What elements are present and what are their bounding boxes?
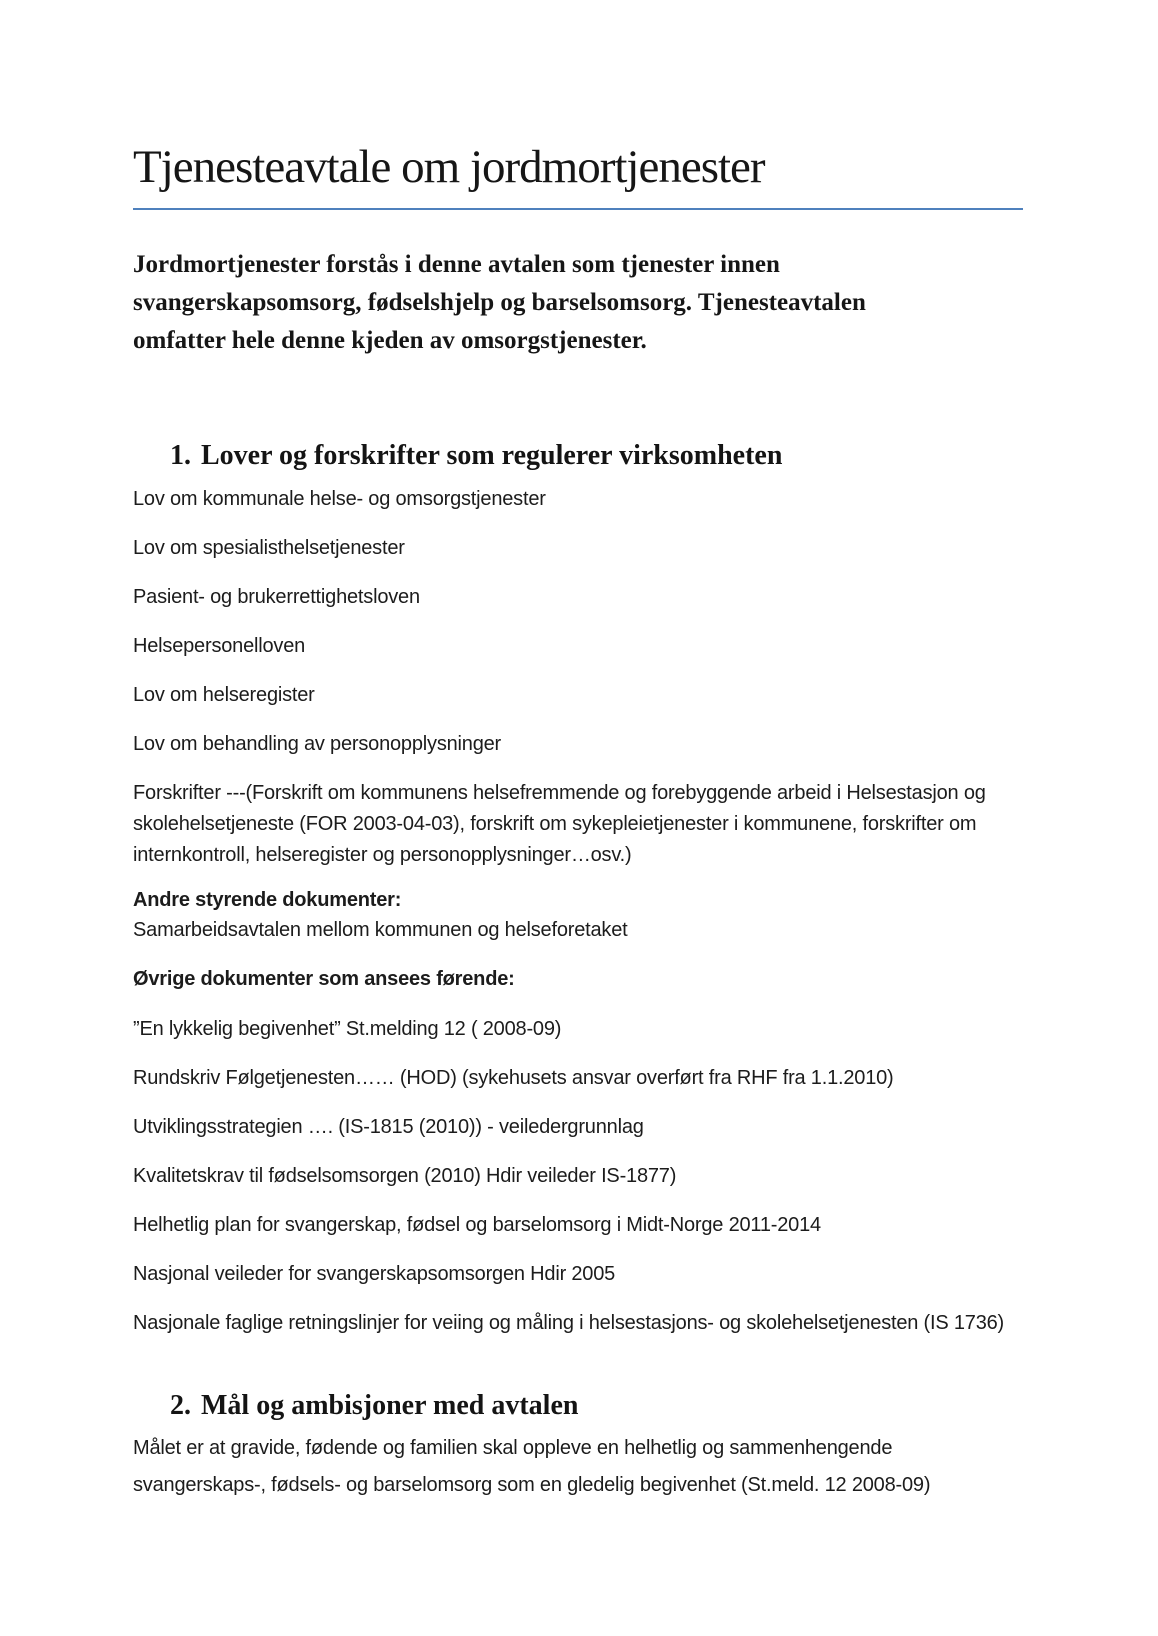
document-item: Kvalitetskrav til fødselsomsorgen (2010) Hdir veileder IS-1877) — [133, 1165, 677, 1187]
intro-line: omfatter hele denne kjeden av omsorgstjenester. — [133, 327, 647, 354]
intro-line: svangerskapsomsorg, fødselshjelp og barselsomsorg. Tjenesteavtalen — [133, 289, 866, 316]
document-item: Rundskriv Følgetjenesten…… (HOD) (sykehusets ansvar overført fra RHF fra 1.1.2010) — [133, 1067, 894, 1089]
section-2-line: Målet er at gravide, fødende og familien skal oppleve en helhetlig og sammenhengende — [133, 1437, 893, 1459]
intro-paragraph — [133, 246, 1023, 360]
section-1-heading — [133, 438, 1023, 474]
document-item: Helhetlig plan for svangerskap, fødsel og barselomsorg i Midt-Norge 2011-2014 — [133, 1214, 821, 1236]
law-item: Lov om behandling av personopplysninger — [133, 733, 502, 755]
intro-line: Jordmortjenester forstås i denne avtalen som tjenester innen — [133, 251, 780, 278]
forskrifter-line: internkontroll, helseregister og personopplysninger…osv.) — [133, 844, 632, 866]
forskrifter-paragraph — [133, 778, 1023, 871]
section-2-paragraph — [133, 1430, 1023, 1504]
law-item: Lov om kommunale helse- og omsorgstjenester — [133, 488, 546, 510]
section-1-number: 1. — [170, 440, 191, 471]
law-item: Lov om helseregister — [133, 684, 315, 706]
section-1-heading-text: Lover og forskrifter som regulerer virksomheten — [201, 440, 783, 471]
section-2-number: 2. — [170, 1390, 191, 1421]
document-item: Nasjonal veileder for svangerskapsomsorgen Hdir 2005 — [133, 1263, 616, 1285]
law-item: Lov om spesialisthelsetjenester — [133, 537, 405, 559]
andre-dokumenter-heading: Andre styrende dokumenter: — [133, 889, 402, 911]
document-item: Utviklingsstrategien …. (IS-1815 (2010)) - veiledergrunnlag — [133, 1116, 644, 1138]
forskrifter-line: Forskrifter ---(Forskrift om kommunens helsefremmende og forebyggende arbeid i Helsestasjon og — [133, 782, 986, 804]
law-item: Pasient- og brukerrettighetsloven — [133, 586, 420, 608]
andre-dokumenter-item: Samarbeidsavtalen mellom kommunen og helseforetaket — [133, 919, 628, 941]
law-item: Helsepersonelloven — [133, 635, 306, 657]
document-item: ”En lykkelig begivenhet” St.melding 12 ( 2008-09) — [133, 1018, 562, 1040]
section-2-heading-text: Mål og ambisjoner med avtalen — [201, 1390, 579, 1421]
forskrifter-line: skolehelsetjeneste (FOR 2003-04-03), forskrift om sykepleietjenester i kommunene, forskrifter om — [133, 813, 977, 835]
section-2-line: svangerskaps-, fødsels- og barselomsorg som en gledelig begivenhet (St.meld. 12 2008-09) — [133, 1474, 931, 1496]
ovrige-dokumenter-heading: Øvrige dokumenter som ansees førende: — [133, 968, 515, 990]
section-2-heading — [133, 1388, 1023, 1424]
document-item: Nasjonale faglige retningslinjer for veiing og måling i helsestasjons- og skolehelsetjenesten (IS 1736) — [133, 1312, 1005, 1334]
title-block — [133, 140, 1023, 210]
document-title: Tjenesteavtale om jordmortjenester — [133, 141, 765, 193]
